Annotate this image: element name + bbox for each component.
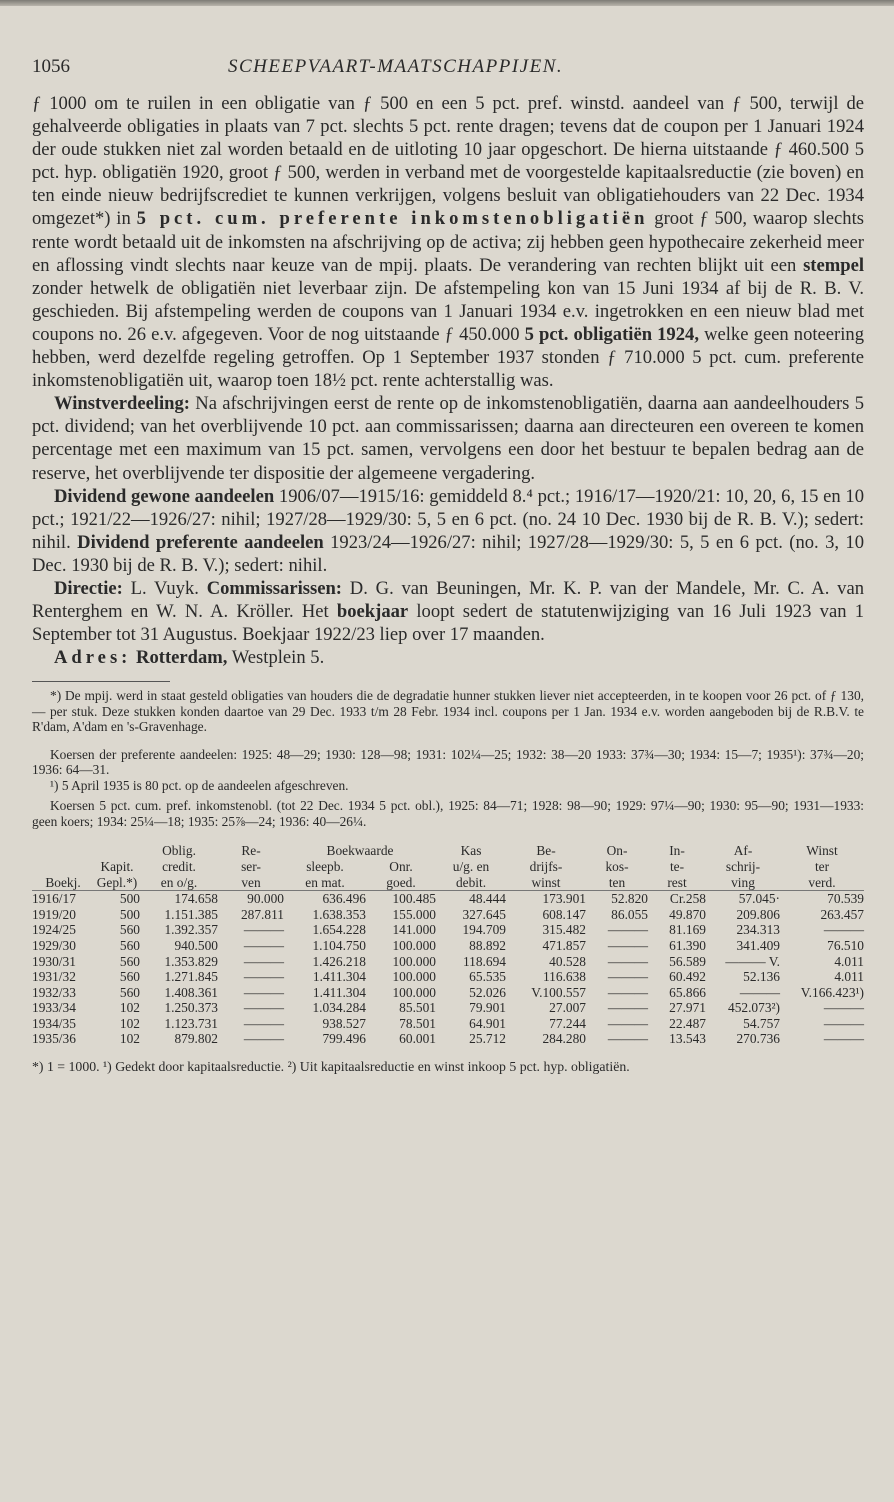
table-row: [32, 954, 864, 970]
table-cell: 27.007: [549, 1000, 586, 1016]
table-cell: 560: [119, 969, 140, 985]
table-header-cell: en o/g.: [140, 875, 218, 891]
table-header-cell: u/g. en: [452, 858, 490, 874]
table-cell: 341.409: [736, 937, 780, 953]
table-cell: 76.510: [827, 937, 864, 953]
table-cell: 1.151.385: [164, 906, 218, 922]
table-cell: 4.011: [834, 953, 864, 969]
table-cell: 1916/17: [32, 891, 76, 907]
table-cell: 560: [119, 922, 140, 938]
table-cell: ———: [607, 1031, 648, 1047]
table-header-cell: Oblig.: [162, 843, 196, 859]
table-cell: ———: [823, 1000, 864, 1016]
table-cell: 1.411.304: [312, 969, 366, 985]
scan-edge: [0, 0, 894, 6]
table-cell: 1.123.731: [164, 1015, 218, 1031]
table-cell: 22.487: [669, 1015, 706, 1031]
table-cell: 118.694: [462, 953, 506, 969]
table-cell: 54.757: [743, 1015, 780, 1031]
table-cell: 25.712: [469, 1031, 506, 1047]
table-cell: 88.892: [469, 937, 506, 953]
table-cell: 141.000: [392, 922, 436, 938]
table-cell: ——— V.: [725, 953, 780, 969]
table-header-cell: ten: [586, 875, 648, 891]
table-header-cell: Winst: [806, 843, 838, 859]
table-cell: ———: [243, 1015, 284, 1031]
table-cell: 287.811: [240, 906, 284, 922]
table-header-cell: [32, 843, 94, 859]
table-header-cell: Boekj.: [32, 875, 94, 891]
table-header-cell: [32, 859, 94, 875]
table-header-cell: Re-: [241, 843, 261, 859]
table-cell: 81.169: [669, 922, 706, 938]
table-header-cell: On-: [606, 843, 628, 859]
table-cell: V.166.423¹): [800, 984, 864, 1000]
table-cell: 100.485: [392, 891, 436, 907]
table-cell: ———: [243, 1031, 284, 1047]
table-cell: Cr.258: [669, 891, 706, 907]
table-cell: 60.492: [669, 969, 706, 985]
table-cell: 1.034.284: [312, 1000, 366, 1016]
table-header-cell: Onr.: [389, 858, 413, 874]
table-header-cell: credit.: [162, 858, 196, 874]
table-cell: 1.426.218: [312, 953, 366, 969]
table-cell: ———: [243, 1000, 284, 1016]
table-cell: 284.280: [542, 1031, 586, 1047]
table-cell: 1935/36: [32, 1031, 76, 1047]
table-cell: 1919/20: [32, 906, 76, 922]
table-row: [32, 1016, 864, 1032]
table-cell: 13.543: [669, 1031, 706, 1047]
table-header-cell: drijfs-: [529, 858, 563, 874]
table-cell: 1934/35: [32, 1015, 76, 1031]
table-header-cell: ving: [706, 875, 780, 891]
table-cell: 116.638: [542, 969, 586, 985]
table-header-cell: In-: [669, 843, 685, 859]
table-cell: 315.482: [542, 922, 586, 938]
table-cell: ———: [607, 969, 648, 985]
paragraph-directie: Directie: L. Vuyk. Commissarissen: D. G. van Beuningen, Mr. K. P. van der Mandele, Mr. C. A. van Renterghem en W. N. A. Kröller. Het boekjaar loopt sedert de statutenwijziging van 16 Juli 1923 van 1 September tot 31 Augustus. Boekjaar 1922/23 liep over 17 maanden.: [32, 577, 865, 646]
table-header-cell: goed.: [366, 875, 436, 891]
page-header: [32, 56, 864, 92]
running-title: SCHEEPVAART-MAATSCHAPPIJEN.: [228, 56, 564, 77]
table-cell: 52.026: [469, 984, 506, 1000]
table-cell: 1930/31: [32, 953, 76, 969]
table-header: [32, 843, 864, 890]
table-cell: ———: [607, 1015, 648, 1031]
table-cell: 1933/34: [32, 1000, 76, 1016]
table-cell: 1.271.845: [164, 969, 218, 985]
table-cell: 90.000: [247, 891, 284, 907]
table-header-cell: rest: [648, 875, 706, 891]
table-cell: 1.411.304: [312, 984, 366, 1000]
footnote-inkoop: *) De mpij. werd in staat gesteld obligaties van houders die de degradatie hunner stukken liever niet accepteerden, in te koopen voor 26 pct. of ƒ 130,— per stuk. Deze stukken konden daartoe van 29 Dec. 1933 t/m 28 Febr. 1934 incl. coupons per 1 Jan. 1934 e.v. worden aangeboden bij de R.B.V. te R'dam, A'dam en 's-Gravenhage.: [32, 688, 864, 735]
table-cell: 608.147: [542, 906, 586, 922]
table-row: [32, 985, 864, 1001]
table-body: [32, 891, 864, 1047]
table-cell: 1.353.829: [164, 953, 218, 969]
table-cell: 48.444: [469, 891, 506, 907]
table-cell: 174.658: [174, 891, 218, 907]
table-header-cell: Af-: [733, 843, 753, 859]
table-cell: 57.045·: [738, 891, 780, 907]
table-cell: 79.901: [469, 1000, 506, 1016]
table-cell: 500: [119, 891, 140, 907]
table-row: [32, 1031, 864, 1047]
table-cell: 102: [119, 1031, 140, 1047]
paragraph-winstverdeeling: Winstverdeeling: Na afschrijvingen eerst de rente op de inkomstenobligatiën, daarna aan aandeelhouders 5 pct. dividend; van het overblijvende 10 pct. aan commissarissen; daarna aan directeuren een overeen te komen percentage met een maximum van 15 pct. samen, vervolgens een door het bestuur te bepalen bedrag aan de reserve, het overblijvende ter dispositie der algemeene vergadering.: [32, 393, 864, 484]
table-header-row: [32, 875, 864, 891]
footnote-rule: [32, 681, 170, 682]
table-row: [32, 907, 864, 923]
table-header-cell: ser-: [241, 858, 261, 874]
table-row: [32, 891, 864, 907]
table-cell: 452.073²): [728, 1000, 780, 1016]
table-cell: 270.736: [736, 1031, 780, 1047]
table-header-cell: verd.: [780, 875, 864, 891]
paragraph-adres: Adres: Rotterdam, Westplein 5.: [54, 647, 325, 669]
table-cell: ———: [243, 953, 284, 969]
table-cell: ———: [243, 969, 284, 985]
table-cell: 234.313: [736, 922, 780, 938]
paragraph-dividend: Dividend gewone aandeelen 1906/07—1915/16: gemiddeld 8.⁴ pct.; 1916/17—1920/21: 10, 20, 6, 15 en 10 pct.; 1921/22—1926/27: nihil; 1927/28—1929/30: 5, 5 en 6 pct. (no. 24 10 Dec. 1930 bij de R. B. V.); sedert: nihil. Dividend preferente aandeelen 1923/24—1926/27: nihil; 1927/28—1929/30: 5, 5 en 6 pct. (no. 3, 10 Dec. 1930 bij de R. B. V.); sedert: nihil.: [32, 485, 865, 576]
table-header-cell: debit.: [436, 875, 506, 891]
table-cell: 85.501: [399, 1000, 436, 1016]
table-row: [32, 969, 864, 985]
table-cell: ———: [243, 922, 284, 938]
table-cell: 52.136: [743, 969, 780, 985]
table-header-cell: schrij-: [725, 858, 761, 874]
table-cell: 78.501: [399, 1015, 436, 1031]
table-cell: ———: [243, 937, 284, 953]
table-cell: 1.250.373: [164, 1000, 218, 1016]
table-cell: 938.527: [322, 1015, 366, 1031]
table-cell: 1.654.228: [312, 922, 366, 938]
table-cell: 100.000: [392, 937, 436, 953]
table-cell: ———: [823, 922, 864, 938]
table-cell: 560: [119, 937, 140, 953]
table-header-cell: kos-: [605, 858, 629, 874]
table-cell: 27.971: [669, 1000, 706, 1016]
table-cell: 70.539: [827, 891, 864, 907]
table-cell: 1924/25: [32, 922, 76, 938]
main-text: [32, 92, 864, 669]
table-cell: 155.000: [392, 906, 436, 922]
table-cell: V.100.557: [531, 984, 586, 1000]
table-header-cell: Kapit.: [100, 858, 134, 874]
table-cell: 940.500: [174, 937, 218, 953]
table-cell: 560: [119, 953, 140, 969]
table-cell: 61.390: [669, 937, 706, 953]
table-cell: 209.806: [736, 906, 780, 922]
table-cell: ———: [823, 1031, 864, 1047]
table-header-cell: Boekwaarde: [326, 843, 394, 859]
table-cell: 1931/32: [32, 969, 76, 985]
table-cell: 471.857: [542, 937, 586, 953]
table-header-cell: en mat.: [284, 875, 366, 891]
table-cell: 636.496: [322, 891, 366, 907]
table-cell: 40.528: [549, 953, 586, 969]
table-cell: 65.866: [669, 984, 706, 1000]
table-cell: 1.392.357: [164, 922, 218, 938]
table-cell: 102: [119, 1015, 140, 1031]
table-cell: 65.535: [469, 969, 506, 985]
table-cell: 1.408.361: [164, 984, 218, 1000]
footnote-afschrijving: ¹) 5 April 1935 is 80 pct. op de aandeelen afgeschreven.: [50, 777, 349, 793]
table-cell: 102: [119, 1000, 140, 1016]
table-cell: 194.709: [462, 922, 506, 938]
table-footnote: *) 1 = 1000. ¹) Gedekt door kapitaalsreductie. ²) Uit kapitaalsreductie en winst inkoop 5 pct. hyp. obligatiën.: [32, 1059, 630, 1075]
koersen-preferente: Koersen der preferente aandeelen: 1925: 48—29; 1930: 128—98; 1931: 102¼—25; 1932: 38—20 1933: 37¾—30; 1934: 15—7; 1935¹): 37¾—20; 1936: 64—31.: [32, 746, 864, 778]
table-cell: 1.638.353: [312, 906, 366, 922]
table-cell: 879.802: [174, 1031, 218, 1047]
table-cell: 100.000: [392, 953, 436, 969]
spaced-heading: 5 pct. cum. preferente inkomstenobligatiën: [136, 208, 649, 230]
table-cell: 60.001: [399, 1031, 436, 1047]
table-row: [32, 1000, 864, 1016]
koersen-obligaties: Koersen 5 pct. cum. pref. inkomstenobl. (tot 22 Dec. 1934 5 pct. obl.), 1925: 84—71; 1928: 98—90; 1929: 97¼—90; 1930: 95—90; 1931—1933: geen koers; 1934: 25¼—18; 1935: 25⅞—24; 1936: 40—26¼.: [32, 798, 864, 829]
table-header-row: [32, 843, 864, 859]
notes-section: [32, 688, 864, 829]
table-row: [32, 938, 864, 954]
table-cell: 64.901: [469, 1015, 506, 1031]
table-cell: ———: [607, 984, 648, 1000]
table-cell: 173.901: [542, 891, 586, 907]
table-cell: 49.870: [669, 906, 706, 922]
page-number: 1056: [32, 56, 70, 77]
table-cell: 1932/33: [32, 984, 76, 1000]
financial-table: [32, 843, 864, 1047]
table-cell: 1.104.750: [312, 937, 366, 953]
table-header-cell: [94, 843, 140, 859]
table-header-cell: ter: [814, 858, 830, 874]
table-cell: 263.457: [820, 906, 864, 922]
table-header-cell: te-: [669, 858, 685, 874]
table-cell: ———: [607, 922, 648, 938]
table-cell: 77.244: [549, 1015, 586, 1031]
table-cell: 500: [119, 906, 140, 922]
table-cell: ———: [607, 1000, 648, 1016]
table-cell: 100.000: [392, 969, 436, 985]
table-cell: ———: [243, 984, 284, 1000]
table-cell: 4.011: [834, 969, 864, 985]
table-cell: 327.645: [462, 906, 506, 922]
table-row: [32, 922, 864, 938]
table-header-cell: Be-: [536, 843, 556, 859]
table-header-cell: winst: [506, 875, 586, 891]
table-cell: 799.496: [322, 1031, 366, 1047]
table-cell: ———: [607, 937, 648, 953]
table-cell: ———: [823, 1015, 864, 1031]
paragraph-obligaties: ƒ 1000 om te ruilen in een obligatie van ƒ 500 en een 5 pct. pref. winstd. aandeel van ƒ 500, terwijl de gehalveerde obligaties in plaats van 7 pct. slechts 5 pct. rente dragen; tevens dat de coupon per 1 Januari 1924 der oude stukken niet zal worden betaald en de uitloting 10 jaar opgeschort. De hierna uitstaande ƒ 460.500 5 pct. hyp. obligatiën 1920, groot ƒ 500, werden in verband met de voorgestelde kapitaalsreductie (zie boven) en ten einde nieuw bedrijfscrediet te kunnen verkrijgen, volgens besluit van obligatiehouders van 22 Dec. 1934 omgezet*) in 5 pct. cum. preferente inkomstenobligatiën groot ƒ 500, waarop slechts rente wordt betaald uit de inkomsten na afschrijving op de activa; zij hebben geen hypothecaire zekerheid meer en aflossing vindt slechts naar keuze van de mpij. plaats. De verandering van rechten blijkt uit een stempel zonder hetwelk de obligatiën niet leverbaar zijn. De afstempeling kon van 15 Juni 1934 af bij de R. B. V. geschieden. Bij afstempeling werden de coupons van 1 Januari 1934 e.v. ingetrokken en een nieuw blad met coupons no. 26 e.v. afgegeven. Voor de nog uitstaande ƒ 450.000 5 pct. obligatiën 1924, welke geen noteering hebben, werd dezelfde regeling getroffen. Op 1 September 1937 stonden ƒ 710.000 5 pct. cum. preferente inkomstenobligatiën uit, waarop toen 18½ pct. rente achterstallig was.: [32, 93, 864, 392]
table-cell: ———: [739, 984, 780, 1000]
table-header-row: [32, 859, 864, 875]
table-cell: 52.820: [611, 891, 648, 907]
table-footnotes: [32, 1059, 864, 1075]
table-header-cell: Gepl.*): [94, 875, 140, 891]
table-cell: 86.055: [611, 906, 648, 922]
table-cell: ———: [607, 953, 648, 969]
table-header-cell: Kas: [460, 843, 482, 859]
table-cell: 560: [119, 984, 140, 1000]
table-cell: 56.589: [669, 953, 706, 969]
table-header-cell: ven: [218, 875, 284, 891]
table-cell: 1929/30: [32, 937, 76, 953]
table-header-cell: sleepb.: [306, 858, 344, 874]
table-cell: 100.000: [392, 984, 436, 1000]
